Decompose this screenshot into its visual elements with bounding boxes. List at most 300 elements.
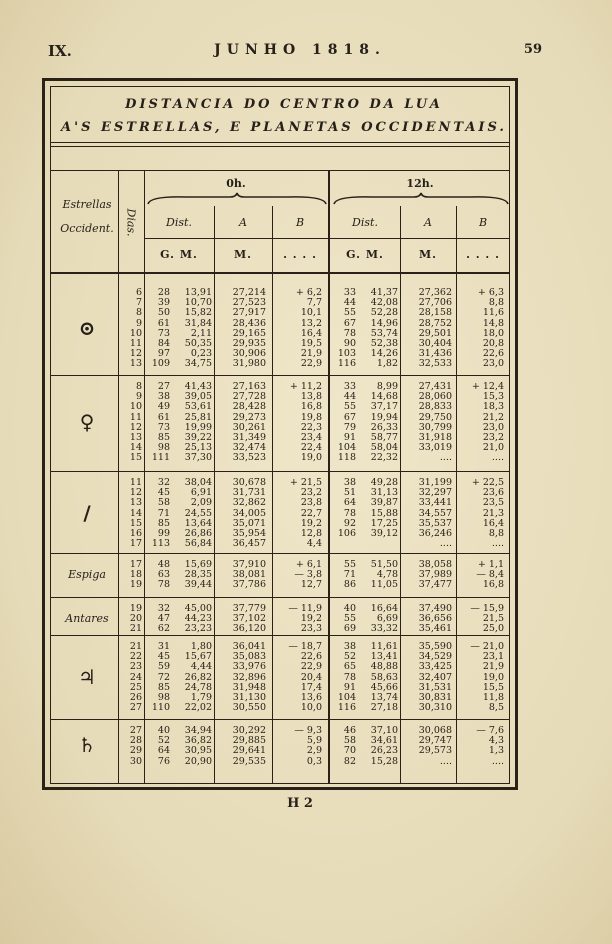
column-m0-mars: [172, 478, 212, 549]
table-cell: 13: [129, 358, 142, 370]
table-cell: 15: [129, 517, 142, 529]
signature-mark: H 2: [287, 796, 313, 811]
dots-header-0: . . . .: [283, 248, 317, 261]
table-cell: 22: [129, 651, 142, 663]
table-cell: 28,436: [232, 317, 266, 329]
page-number: 59: [523, 42, 542, 57]
table-cell: — 18,7: [288, 641, 322, 652]
table-cell: 20,90: [184, 755, 212, 767]
table-cell: 30,95: [184, 745, 212, 757]
table-cell: 13,91: [184, 287, 212, 298]
table-cell: 23,0: [482, 421, 504, 433]
table-cell: 37,910: [232, 559, 266, 570]
table-cell: 49,28: [370, 477, 398, 488]
column-a0-saturn: [216, 726, 266, 767]
table-cell: 37,30: [184, 452, 212, 464]
table-cell: 23,23: [184, 623, 212, 635]
table-cell: 6: [135, 287, 142, 298]
table-cell: 9: [135, 317, 142, 329]
table-cell: 31,84: [184, 317, 212, 329]
brace-0-icon: [146, 192, 328, 206]
table-cell: 92: [343, 517, 356, 529]
table-cell: 4,4: [306, 538, 322, 550]
table-cell: 29,935: [232, 337, 266, 349]
table-cell: 28: [129, 735, 142, 747]
table-cell: 27,523: [232, 297, 266, 309]
table-cell: 53,74: [370, 327, 398, 339]
table-cell: 51: [343, 487, 356, 499]
table-cell: 11: [129, 337, 142, 349]
column-m0-antares: [172, 604, 212, 635]
table-cell: 30,292: [232, 725, 266, 736]
table-cell: 91: [343, 431, 356, 443]
table-cell: 10,0: [300, 702, 322, 714]
table-cell: 30,799: [418, 421, 452, 433]
table-cell: 85: [157, 431, 170, 443]
table-cell: 17,4: [300, 681, 322, 693]
table-cell: 11,8: [482, 691, 504, 703]
table-cell: 36,246: [418, 527, 452, 539]
table-cell: 26,86: [184, 527, 212, 539]
table-cell: 17: [129, 538, 142, 550]
table-cell: 21,9: [300, 348, 322, 360]
table-cell: 12: [129, 348, 142, 360]
table-cell: 27: [129, 702, 142, 714]
table-cell: 22,4: [300, 442, 322, 454]
table-cell: 38,058: [418, 559, 452, 570]
table-cell: 16,64: [370, 603, 398, 614]
column-m0-venus: [172, 382, 212, 464]
grid-line: [50, 272, 510, 274]
table-cell: 19,5: [300, 337, 322, 349]
table-cell: 99: [157, 527, 170, 539]
dist-header-12: Dist.: [352, 216, 378, 229]
column-m0-saturn: [172, 726, 212, 767]
table-cell: — 11,9: [288, 603, 322, 614]
table-cell: 17,25: [370, 517, 398, 529]
table-cell: 45: [157, 651, 170, 663]
table-cell: ....: [439, 452, 452, 464]
column-a0-sun: [216, 288, 266, 370]
table-cell: 86: [343, 579, 356, 591]
table-cell: 37,10: [370, 725, 398, 736]
table-cell: + 11,2: [289, 381, 322, 392]
table-cell: [358, 539, 398, 549]
dist-header-0: Dist.: [166, 216, 192, 229]
table-cell: 78: [343, 327, 356, 339]
table-cell: 37,989: [418, 569, 452, 581]
table-cell: 37,102: [232, 613, 266, 625]
table-cell: 55: [343, 307, 356, 319]
table-cell: 51,50: [370, 559, 398, 570]
saturn-icon: ♄: [78, 733, 96, 758]
table-cell: 26,23: [370, 745, 398, 757]
table-cell: 19,2: [300, 613, 322, 625]
table-cell: 111: [151, 452, 170, 464]
column-days-saturn: [118, 726, 142, 767]
grid-line: [328, 170, 330, 784]
grid-line: [272, 206, 273, 784]
table-cell: 30,550: [232, 702, 266, 714]
table-cell: 29: [129, 745, 142, 757]
table-cell: 25,81: [184, 411, 212, 423]
table-cell: 42,08: [370, 297, 398, 309]
table-cell: 31,531: [418, 681, 452, 693]
table-cell: 41,43: [184, 381, 212, 392]
table-cell: 13: [129, 431, 142, 443]
column-g0-spica: [146, 560, 170, 591]
table-cell: 1,82: [376, 358, 398, 370]
table-cell: 34,557: [418, 507, 452, 519]
grid-line: [144, 238, 510, 239]
table-cell: 98: [157, 691, 170, 703]
table-cell: — 7,6: [476, 725, 504, 736]
table-cell: 16,8: [482, 579, 504, 591]
table-cell: 109: [151, 358, 170, 370]
table-cell: 16,8: [300, 401, 322, 413]
table-cell: 84: [157, 337, 170, 349]
table-cell: 13,64: [184, 517, 212, 529]
table-cell: 32,474: [232, 442, 266, 454]
column-g12-venus: [332, 382, 356, 464]
mars-icon: /: [83, 500, 91, 525]
days-header: Dias.: [124, 208, 138, 237]
table-cell: 27,18: [370, 702, 398, 714]
table-cell: 1,79: [190, 691, 212, 703]
table-cell: 90: [343, 337, 356, 349]
table-cell: 23,5: [482, 497, 504, 509]
table-cell: 37,786: [232, 579, 266, 591]
venus-icon: ♀: [79, 409, 95, 434]
column-a0-antares: [216, 604, 266, 635]
table-cell: 53,61: [184, 401, 212, 413]
table-cell: 110: [151, 702, 170, 714]
table-cell: 33,019: [418, 442, 452, 454]
table-cell: 28,752: [418, 317, 452, 329]
table-cell: 28,35: [184, 569, 212, 581]
table-cell: 33: [343, 381, 356, 392]
table-cell: 21,3: [482, 507, 504, 519]
table-cell: 20,8: [482, 337, 504, 349]
table-cell: 118: [337, 452, 356, 464]
table-cell: 20: [129, 613, 142, 625]
table-cell: 26: [129, 691, 142, 703]
table-cell: 27,706: [418, 297, 452, 309]
table-cell: 39,87: [370, 497, 398, 509]
table-cell: 11,6: [482, 307, 504, 319]
table-cell: 58,04: [370, 442, 398, 454]
table-cell: 21,0: [482, 442, 504, 454]
table-cell: 39,22: [184, 431, 212, 443]
table-cell: 13,8: [300, 391, 322, 403]
table-cell: 27,362: [418, 287, 452, 298]
table-cell: 15,67: [184, 651, 212, 663]
column-g12-jupiter: [332, 642, 356, 713]
table-cell: 21,2: [482, 411, 504, 423]
gm-header-0: G. M.: [160, 248, 198, 261]
table-cell: 29,573: [418, 745, 452, 757]
column-b12-saturn: [458, 726, 504, 767]
jupiter-icon: ♃: [78, 664, 96, 689]
table-cell: 27,163: [232, 381, 266, 392]
table-cell: 27: [129, 725, 142, 736]
table-cell: 14,96: [370, 317, 398, 329]
table-cell: 38,081: [232, 569, 266, 581]
column-m12-venus: [358, 382, 398, 464]
table-cell: 52: [157, 735, 170, 747]
table-cell: 64: [157, 745, 170, 757]
table-cell: 33,523: [232, 452, 266, 464]
table-cell: 31,349: [232, 431, 266, 443]
column-m12-mars: [358, 478, 398, 549]
group-separator: [50, 553, 510, 554]
table-cell: 116: [337, 358, 356, 370]
table-cell: 35,083: [232, 651, 266, 663]
table-cell: 78: [343, 671, 356, 683]
table-cell: 35,461: [418, 623, 452, 635]
group-separator: [50, 375, 510, 376]
table-cell: 10,70: [184, 297, 212, 309]
table-cell: 1,3: [488, 745, 504, 757]
table-cell: 11: [129, 477, 142, 488]
table-cell: 2,11: [190, 327, 212, 339]
table-cell: 36,041: [232, 641, 266, 652]
table-cell: 44: [343, 391, 356, 403]
table-cell: 10: [129, 401, 142, 413]
running-header: JUNHO 1818.: [214, 42, 386, 58]
table-cell: 9: [135, 391, 142, 403]
table-cell: 18: [129, 569, 142, 581]
table-cell: + 6,1: [295, 559, 322, 570]
table-cell: 41,37: [370, 287, 398, 298]
table-cell: 15,82: [184, 307, 212, 319]
table-cell: 15: [129, 452, 142, 464]
table-cell: 26,33: [370, 421, 398, 433]
table-cell: + 22,5: [471, 477, 504, 488]
table-cell: 21: [129, 641, 142, 652]
table-cell: 38: [157, 391, 170, 403]
table-cell: 78: [343, 507, 356, 519]
column-b12-sun: [458, 288, 504, 370]
table-cell: 23,1: [482, 651, 504, 663]
table-cell: 85: [157, 681, 170, 693]
table-cell: 4,78: [376, 569, 398, 581]
table-cell: 11,05: [370, 579, 398, 591]
table-cell: 55: [343, 559, 356, 570]
table-cell: 15,5: [482, 681, 504, 693]
column-a0-spica: [216, 560, 266, 591]
column-g0-jupiter: [146, 642, 170, 713]
table-cell: 22,7: [300, 507, 322, 519]
table-cell: 22,6: [300, 651, 322, 663]
table-cell: 34,61: [370, 735, 398, 747]
table-cell: 33: [343, 287, 356, 298]
table-cell: 73: [157, 421, 170, 433]
page-section-number: IX.: [48, 42, 72, 60]
table-cell: 4,44: [190, 661, 212, 673]
column-b12-venus: [458, 382, 504, 464]
table-cell: 45,00: [184, 603, 212, 614]
column-days-jupiter: [118, 642, 142, 713]
table-cell: 30,068: [418, 725, 452, 736]
table-cell: 23,4: [300, 431, 322, 443]
table-cell: 39: [157, 297, 170, 309]
table-cell: 2,09: [190, 497, 212, 509]
column-g0-mars: [146, 478, 170, 549]
table-cell: 10: [129, 327, 142, 339]
table-cell: 16,4: [300, 327, 322, 339]
title-rule: [50, 142, 510, 143]
table-cell: 31,436: [418, 348, 452, 360]
table-cell: 29,885: [232, 735, 266, 747]
table-cell: 33,441: [418, 497, 452, 509]
group-separator: [50, 597, 510, 598]
table-cell: 32: [157, 603, 170, 614]
table-cell: 17: [129, 559, 142, 570]
table-cell: 58,63: [370, 671, 398, 683]
m-header-12: M.: [418, 248, 437, 261]
column-b0-saturn: [274, 726, 322, 767]
grid-line: [144, 170, 145, 784]
table-cell: 63: [157, 569, 170, 581]
table-cell: 47: [157, 613, 170, 625]
table-cell: 36,82: [184, 735, 212, 747]
table-cell: 23,2: [482, 431, 504, 443]
table-cell: 19: [129, 603, 142, 614]
table-cell: 29,165: [232, 327, 266, 339]
table-cell: 19,0: [482, 671, 504, 683]
table-cell: 8: [135, 307, 142, 319]
column-g0-venus: [146, 382, 170, 464]
table-cell: 37,17: [370, 401, 398, 413]
group-separator: [50, 635, 510, 636]
table-cell: 15,88: [370, 507, 398, 519]
table-cell: 15,28: [370, 755, 398, 767]
table-cell: 35,537: [418, 517, 452, 529]
table-cell: 73: [157, 327, 170, 339]
table-cell: 8: [135, 381, 142, 392]
table-cell: 15,3: [482, 391, 504, 403]
column-a0-mars: [216, 478, 266, 549]
table-cell: 27: [157, 381, 170, 392]
table-cell: 5,9: [306, 735, 322, 747]
table-cell: 6,91: [190, 487, 212, 499]
table-cell: — 3,8: [294, 569, 322, 581]
table-cell: 28,428: [232, 401, 266, 413]
table-cell: 12: [129, 421, 142, 433]
table-cell: 45,66: [370, 681, 398, 693]
column-b0-jupiter: [274, 642, 322, 713]
column-g12-antares: [332, 604, 356, 635]
table-cell: 36,457: [232, 538, 266, 550]
star-label-antares: Antares: [65, 612, 109, 626]
column-b12-antares: [458, 604, 504, 635]
table-cell: 31,199: [418, 477, 452, 488]
table-cell: 61: [157, 317, 170, 329]
table-cell: 38,04: [184, 477, 212, 488]
table-cell: 70: [343, 745, 356, 757]
table-cell: 10,1: [300, 307, 322, 319]
table-cell: 21: [129, 623, 142, 635]
column-a12-spica: [402, 560, 452, 591]
header-top-rule: [50, 170, 510, 171]
table-cell: 23,0: [482, 358, 504, 370]
table-cell: 39,12: [370, 527, 398, 539]
hour-0-header: 0h.: [226, 177, 246, 190]
table-cell: 37,477: [418, 579, 452, 591]
table-cell: 58,77: [370, 431, 398, 443]
table-cell: 16: [129, 527, 142, 539]
table-cell: 31,130: [232, 691, 266, 703]
table-cell: 33,976: [232, 661, 266, 673]
stars-header-line-1: Estrellas: [62, 198, 112, 211]
table-cell: 23,3: [300, 623, 322, 635]
table-cell: 58: [157, 497, 170, 509]
column-g12-sun: [332, 288, 356, 370]
a-header-12: A: [424, 216, 432, 229]
table-title-line-2: A'S ESTRELLAS, E PLANETAS OCCIDENTAIS.: [61, 120, 507, 135]
table-cell: 67: [343, 317, 356, 329]
table-cell: 28,833: [418, 401, 452, 413]
table-cell: 26,82: [184, 671, 212, 683]
table-cell: 69: [343, 623, 356, 635]
table-cell: 32,297: [418, 487, 452, 499]
column-days-venus: [118, 382, 142, 464]
table-cell: 50: [157, 307, 170, 319]
column-a12-antares: [402, 604, 452, 635]
column-b0-venus: [274, 382, 322, 464]
table-cell: 30,906: [232, 348, 266, 360]
column-m12-saturn: [358, 726, 398, 767]
table-cell: 29,750: [418, 411, 452, 423]
table-cell: 33,32: [370, 623, 398, 635]
table-cell: 44: [343, 297, 356, 309]
table-cell: 104: [337, 691, 356, 703]
table-cell: 0,23: [190, 348, 212, 360]
table-cell: 28: [157, 287, 170, 298]
table-cell: 52: [343, 651, 356, 663]
table-cell: ....: [491, 538, 504, 550]
table-cell: 11: [129, 411, 142, 423]
table-cell: 59: [157, 661, 170, 673]
table-cell: 34,529: [418, 651, 452, 663]
dots-header-12: . . . .: [466, 248, 500, 261]
column-g12-spica: [332, 560, 356, 591]
grid-line: [456, 206, 457, 784]
table-cell: 16,4: [482, 517, 504, 529]
table-cell: 25: [129, 681, 142, 693]
table-cell: 8,99: [376, 381, 398, 392]
table-cell: 58: [343, 735, 356, 747]
table-cell: 106: [337, 527, 356, 539]
table-cell: 32: [157, 477, 170, 488]
table-cell: 52,28: [370, 307, 398, 319]
table-title-line-1: DISTANCIA DO CENTRO DA LUA: [125, 97, 443, 112]
table-cell: 97: [157, 348, 170, 360]
table-cell: + 6,3: [477, 287, 504, 298]
table-cell: 71: [157, 507, 170, 519]
table-cell: 61: [157, 411, 170, 423]
a-header-0: A: [239, 216, 247, 229]
table-cell: 116: [337, 702, 356, 714]
gm-header-12: G. M.: [346, 248, 384, 261]
column-g0-saturn: [146, 726, 170, 767]
table-cell: 22,02: [184, 702, 212, 714]
b-header-0: B: [295, 216, 305, 229]
column-a0-venus: [216, 382, 266, 464]
column-a12-saturn: [402, 726, 452, 767]
table-cell: 38: [343, 641, 356, 652]
